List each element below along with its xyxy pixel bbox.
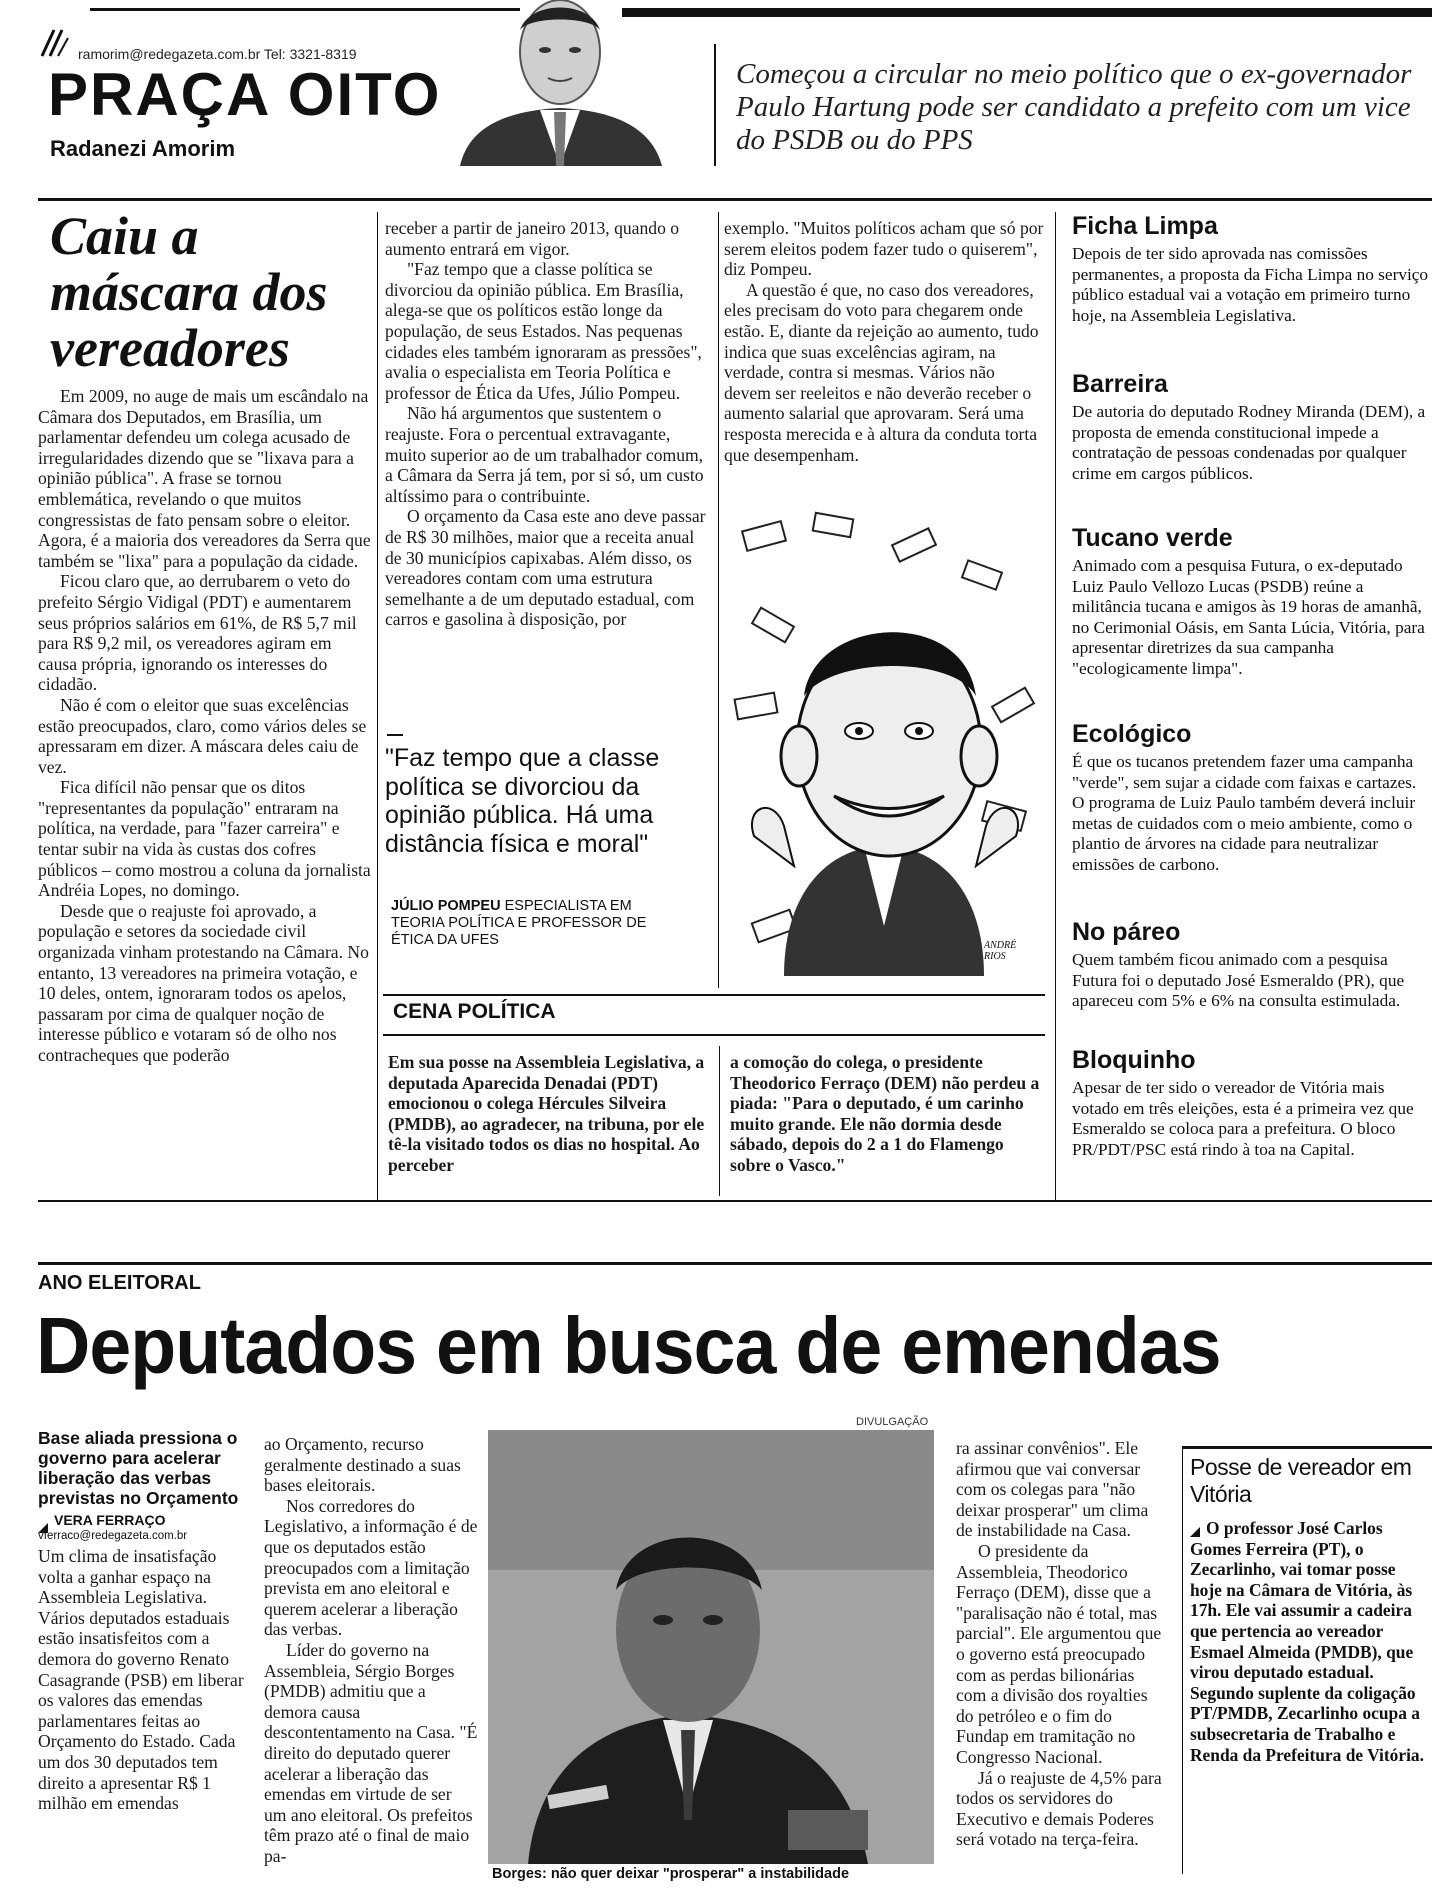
column-rule xyxy=(719,1046,720,1196)
second-article-paragraph: Um clima de insatisfação volta a ganhar espaço na Assembleia Legislativa. Vários deputados estaduais estão insatisfeitos com a demora do governo Renato Casagrande (PSB) em liberar os valores das emendas parlamentares feitas ao Orçamento do Estado. Cada um dos 30 deputados tem direito a apresentar R$ 1 milhão em emendas xyxy=(38,1546,244,1814)
header-bottom-rule xyxy=(38,198,1432,201)
main-article-paragraph: Ficou claro que, ao derrubarem o veto do prefeito Sérgio Vidigal (PDT) e aumentarem seus próprios salários em 61%, de R$ 5,7 mil para R$ 9,2 mil, os vereadores agiram em causa própria, ignorando os interesses do cidadão. xyxy=(38,571,357,695)
second-article-col2 xyxy=(264,1434,478,1878)
main-article-paragraph: Em 2009, no auge de mais um escândalo na Câmara dos Deputados, em Brasília, um parlamentar defendeu um colega acusado de irregularidades dizendo que se "lixava para a opinião pública". A frase se tornou emblemática, revelando o que muitos congressistas de fato pensam sobre o eleitor. Agora, é a maioria dos vereadores da Serra que também se "lixa" para a população da cidade. xyxy=(38,386,371,571)
sidebar-note xyxy=(1072,720,1432,918)
sidebar-note-text: Apesar de ter sido o vereador de Vitória mais votado em três eleições, esta é a primeira vez que Esmeraldo se coloca para a prefeitura. O bloco PR/PDT/PSC está rindo à toa na Capital. xyxy=(1072,1078,1414,1159)
sidebar-note-heading: Ecológico xyxy=(1072,720,1192,748)
column-rule xyxy=(1055,212,1056,1200)
second-article-paragraph: Já o reajuste de 4,5% para todos os servidores do Executivo e demais Poderes será votado na terça-feira. xyxy=(956,1767,1162,1850)
sidebar-note xyxy=(1072,1046,1432,1160)
main-article-paragraph: exemplo. "Muitos políticos acham que só por serem eleitos podem fazer tudo o quiserem", diz Pompeu. xyxy=(724,218,1044,280)
box-text: O professor José Carlos Gomes Ferreira (PT), o Zecarlinho, vai tomar posse hoje na Câmara de Vitória, às 17h. Ele vai assumir a cadeira que pertencia ao vereador Esmael Almeida (PMDB), que virou deputado estadual. Segundo suplente da coligação PT/PMDB, Zecarlinho ocupa a subsecretaria de Trabalho e Renda da Prefeitura de Vitória. xyxy=(1190,1518,1424,1765)
cena-politica-col2: a comoção do colega, o presidente Theodorico Ferraço (DEM) não perdeu a piada: "Para o deputado, é um carinho muito grande. Ele não dormia desde sábado, depois do 2 a 1 do Flamengo sobre o Vasco." xyxy=(730,1052,1040,1175)
main-article-paragraph: receber a partir de janeiro 2013, quando o aumento entrará em vigor. xyxy=(385,218,680,259)
second-article-byline: VERA FERRAÇO xyxy=(54,1512,166,1528)
column-name: PRAÇA OITO xyxy=(48,61,442,128)
main-article-paragraph: A questão é que, no caso dos vereadores, eles precisam do voto para chegarem onde estão. E, diante da rejeição ao aumento, tudo indica que suas excelências agiram, na verdade, contra si mesmas. Vários não devem ser reeleitos e não deverão receber o aumento salarial que aprovaram. Será uma resposta merecida e à altura da conduta torta que desempenham. xyxy=(724,279,1039,465)
sidebar-note-heading: Ficha Limpa xyxy=(1072,212,1218,240)
sidebar-note xyxy=(1072,918,1432,1046)
second-article-headline: Deputados em busca de emendas xyxy=(36,1301,1221,1390)
quote-name: JÚLIO POMPEU xyxy=(391,898,501,914)
sidebar-note-text: Animado com a pesquisa Futura, o ex-deputado Luiz Paulo Vellozo Lucas (PSDB) reúne a militância tucana e amigos às 19 horas de amanhã, no Cerimonial Oásis, em Santa Lúcia, Vitória, para apresentar diretrizes da sua campanha "ecologicamente limpa". xyxy=(1072,556,1425,678)
quote-attribution xyxy=(391,898,683,949)
second-article-email: vferraco@redegazeta.com.br xyxy=(38,1530,188,1542)
second-article-kicker: ANO ELEITORAL xyxy=(38,1272,201,1294)
main-article-paragraph: Não é com o eleitor que suas excelências estão preocupados, claro, como vários deles se apressaram em dizer. A máscara deles caiu de vez. xyxy=(38,694,367,777)
sidebar-note xyxy=(1072,370,1432,524)
cartoon-illustration xyxy=(724,506,1046,976)
top-rule xyxy=(622,8,1432,17)
sidebar-note-heading: Barreira xyxy=(1072,370,1168,398)
box-left-rule xyxy=(1182,1446,1183,1874)
main-article-col1 xyxy=(38,386,374,1170)
sidebar-note-text: Depois de ter sido aprovada nas comissões permanentes, a proposta da Ficha Limpa no serviço público estadual vai a votação em primeiro turno hoje, na Assembleia Legislativa. xyxy=(1072,244,1429,325)
header-divider xyxy=(714,44,716,166)
quote-role: ESPECIALISTA EM TEORIA POLÍTICA E PROFESSOR DE ÉTICA DA UFES xyxy=(391,898,647,948)
news-photo xyxy=(488,1430,934,1864)
sidebar-note-heading: No páreo xyxy=(1072,918,1181,946)
column-logo-icon xyxy=(38,26,72,60)
second-article-col1 xyxy=(38,1546,252,1876)
second-article-paragraph: ra assinar convênios". Ele afirmou que vai conversar com os colegas para "não deixar prosperar" um clima de instabilidade na Casa. xyxy=(956,1438,1149,1541)
main-article-paragraph: "Faz tempo que a classe política se divorciou da opinião pública. Em Brasília, alega-se que os políticos estão longe da população, de seus Estados. Nas pequenas cidades eles também ignoraram as pressões", avalia o especialista em Teoria Política e professor de Ética da Ufes, Júlio Pompeu. xyxy=(385,259,702,403)
second-article-paragraph: Líder do governo na Assembleia, Sérgio Borges (PMDB) admitiu que a demora causa descontentamento na Casa. "É direito do deputado querer acelerar a liberação das emendas em virtude de ser um ano eleitoral. Os prefeitos têm prazo até o final de maio pa- xyxy=(264,1639,478,1866)
box-top-rule xyxy=(1182,1446,1432,1449)
cartoon-signature: ANDRÉ RIOS xyxy=(984,940,1017,962)
second-article-col3 xyxy=(956,1438,1166,1878)
second-article-paragraph: Nos corredores do Legislativo, a informação é de que os deputados estão preocupados com a limitação prevista em ano eleitoral e querem acelerar a liberação das verbas. xyxy=(264,1495,478,1640)
second-article-paragraph: O presidente da Assembleia, Theodorico Ferraço (DEM), disse que a "paralisação não é total, mas parcial". Ele argumentou que o governo está preocupado com as perdas bilionárias com a divisão dos royalties do petróleo e o fim do Fundap em tramitação no Congresso Nacional. xyxy=(956,1540,1162,1767)
cena-politica-col1: Em sua posse na Assembleia Legislativa, a deputada Aparecida Denadai (PDT) emocionou o colega Hércules Silveira (PMDB), ao agradecer, na tribuna, por ele tê-la visitado todos os dias no hospital. Ao perceber xyxy=(388,1052,705,1175)
column-rule xyxy=(718,212,719,988)
section-bottom-rule xyxy=(38,1200,1432,1202)
sidebar-note-text: De autoria do deputado Rodney Miranda (DEM), a proposta de emenda constitucional impede a contratação de pessoas condenadas por qualquer crime em cargos públicos. xyxy=(1072,402,1426,483)
byline-arrow-icon xyxy=(38,1520,48,1530)
main-article-paragraph: Não há argumentos que sustentem o reajuste. Fora o percentual extravagante, muito superior ao de um trabalhador comum, a Câmara da Serra já tem, por si só, um custo altíssimo para o contribuinte. xyxy=(385,403,704,506)
second-article-top-rule xyxy=(38,1262,1432,1265)
sidebar-note-heading: Tucano verde xyxy=(1072,524,1233,552)
quote-dash xyxy=(387,734,403,736)
sidebar-note-text: Quem também ficou animado com a pesquisa Futura foi o deputado José Esmeraldo (PR), que apareceu com 5% e 6% na consulta estimulada. xyxy=(1072,950,1405,1010)
main-article-paragraph: Desde que o reajuste foi aprovado, a população e setores da sociedade civil organizada vinham protestando na Câmara. No entanto, 13 vereadores na primeira votação, e 10 deles, ontem, ignoraram todos os apelos, passaram por cima de qualquer noção de interesse público e votaram só de olho nos contracheques que poderão xyxy=(38,900,369,1065)
main-article-paragraph: Fica difícil não pensar que os ditos "representantes da população" entraram na política, na verdade, para "fazer carreira" e tentar subir na vida às custas dos cofres públicos – como mostrou a coluna da jornalista Andréia Lopes, no domingo. xyxy=(38,777,371,901)
sidebar-note-text: É que os tucanos pretendem fazer uma campanha "verde", sem sujar a cidade com faixas e cartazes. O programa de Luiz Paulo também deverá incluir metas de cuidados com o meio ambiente, como o plantio de árvores na cidade para neutralizar emissões de carbono. xyxy=(1072,752,1417,874)
column-contact: ramorim@redegazeta.com.br Tel: 3321-8319 xyxy=(78,46,357,62)
photo-credit: DIVULGAÇÃO xyxy=(856,1416,929,1428)
pull-quote: "Faz tempo que a classe política se divorciou da opinião pública. Há uma distância física e moral" xyxy=(385,744,660,858)
columnist-portrait xyxy=(440,0,680,166)
column-rule xyxy=(377,212,378,1200)
cena-politica-mid-rule xyxy=(383,1034,1045,1036)
cena-politica-top-rule xyxy=(383,994,1045,996)
second-article-paragraph: ao Orçamento, recurso geralmente destinado a suas bases eleitorais. xyxy=(264,1434,461,1496)
column-highlight: Começou a circular no meio político que o ex-governador Paulo Hartung pode ser candidato a prefeito com um vice do PSDB ou do PPS xyxy=(736,58,1412,156)
main-article-paragraph: O orçamento da Casa este ano deve passar de R$ 30 milhões, maior que a receita anual de 30 municípios capixabas. Além disso, os vereadores contam com uma estrutura semelhante a de um deputado estadual, com carros e gasolina à disposição, por xyxy=(385,506,706,630)
second-article-deck: Base aliada pressiona o governo para acelerar liberação das verbas previstas no Orçamento xyxy=(38,1428,239,1508)
sidebar-note xyxy=(1072,524,1432,720)
box-title: Posse de vereador em Vitória xyxy=(1190,1454,1412,1507)
photo-caption: Borges: não quer deixar "prosperar" a instabilidade xyxy=(492,1866,850,1882)
main-article-title: Caiu a máscara dos vereadores xyxy=(50,206,328,378)
sidebar-note-heading: Bloquinho xyxy=(1072,1046,1196,1074)
main-article-col2 xyxy=(385,218,713,718)
main-article-col3 xyxy=(724,218,1044,498)
sidebar-notes xyxy=(1072,212,1432,1160)
sidebar-note xyxy=(1072,212,1432,370)
column-author: Radanezi Amorim xyxy=(50,136,236,161)
cena-politica-title: CENA POLÍTICA xyxy=(393,1000,556,1023)
